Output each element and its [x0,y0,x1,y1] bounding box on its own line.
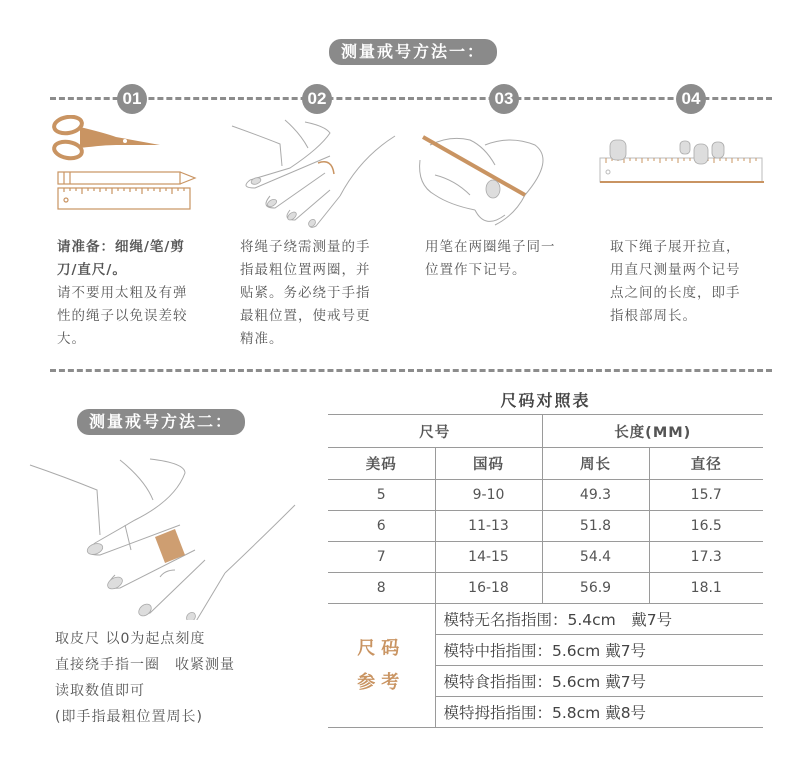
step-1-line: 性的绳子以免误差较 [57,308,188,324]
cell-circumference: 56.9 [542,573,649,604]
step-3-line: 用笔在两圈绳子同一 [425,239,556,255]
section-divider [50,369,772,372]
column-header-diameter: 直径 [649,448,763,480]
size-table-title: 尺码对照表 [500,391,591,410]
method2-description [55,626,325,730]
cell-us: 8 [328,573,435,604]
table-row [328,573,763,604]
step-1-line: 请准备：细绳/笔/剪 [57,239,185,255]
step-4-line: 点之间的长度，即手 [610,285,741,301]
cell-us: 5 [328,480,435,511]
method2-line: 直接绕手指一圈 收紧测量 [55,657,235,673]
cell-diameter: 18.1 [649,573,763,604]
step-1-line: 刀/直尺/。 [57,262,127,278]
cell-us: 6 [328,511,435,542]
step-3-badge: 03 [489,84,519,114]
cell-circumference: 49.3 [542,480,649,511]
cell-cn: 9-10 [435,480,542,511]
method1-title: 测量戒号方法一： [329,39,497,65]
cell-diameter: 17.3 [649,542,763,573]
step-divider [50,97,772,100]
ruler-measure-illustration [598,138,768,198]
method2-title: 测量戒号方法二： [77,409,245,435]
step-2-description [240,236,400,351]
method2-line: 读取数值即可 [55,683,145,699]
step-3-line: 位置作下记号。 [425,262,527,278]
reference-item: 模特中指指围：5.6cm 戴7号 [435,635,763,666]
column-header-us: 美码 [328,448,435,480]
hand-string-wrap-illustration [230,118,400,228]
step-2-line: 指最粗位置两圈，并 [240,262,371,278]
step-2-line: 精准。 [240,331,284,347]
group-header-size: 尺号 [328,415,542,448]
scissors-icon [53,115,83,160]
reference-item: 模特食指指围：5.6cm 戴7号 [435,666,763,697]
reference-label-line: 参考 [357,671,406,693]
step-4-line: 指根部周长。 [610,308,697,324]
reference-item: 模特拇指指围：5.8cm 戴8号 [435,697,763,728]
step-2-badge: 02 [302,84,332,114]
scissors-pencil-ruler-illustration [50,115,210,210]
column-header-circumference: 周长 [542,448,649,480]
cell-cn: 11-13 [435,511,542,542]
column-header-cn: 国码 [435,448,542,480]
cell-cn: 14-15 [435,542,542,573]
reference-label [328,604,435,728]
step-2-line: 最粗位置，使戒号更 [240,308,371,324]
step-4-badge: 04 [676,84,706,114]
step-1-description [57,236,217,351]
group-header-length: 长度(MM) [542,415,763,448]
cell-circumference: 54.4 [542,542,649,573]
step-4-description [610,236,770,328]
cell-diameter: 15.7 [649,480,763,511]
table-row [328,511,763,542]
step-1-line: 请不要用太粗及有弹 [57,285,188,301]
hand-tape-measure-illustration [25,455,315,620]
cell-circumference: 51.8 [542,511,649,542]
method2-line: 取皮尺 以0为起点刻度 [55,631,206,647]
step-4-line: 取下绳子展开拉直， [610,239,741,255]
method2-line: (即手指最粗位置周长) [55,709,203,725]
step-3-description [425,236,585,282]
step-2-line: 贴紧。务必绕于手指 [240,285,371,301]
pencil-icon [58,172,195,184]
table-row [328,480,763,511]
cell-diameter: 16.5 [649,511,763,542]
cell-cn: 16-18 [435,573,542,604]
step-1-line: 大。 [57,331,86,347]
cell-us: 7 [328,542,435,573]
table-row [328,542,763,573]
hand-pen-mark-illustration [415,135,565,230]
ruler-icon [58,188,190,209]
step-1-badge: 01 [117,84,147,114]
reference-label-line: 尺码 [357,637,406,659]
size-table [328,414,763,728]
step-2-line: 将绳子绕需测量的手 [240,239,371,255]
reference-item: 模特无名指指围：5.4cm 戴7号 [435,604,763,635]
step-4-line: 用直尺测量两个记号 [610,262,741,278]
